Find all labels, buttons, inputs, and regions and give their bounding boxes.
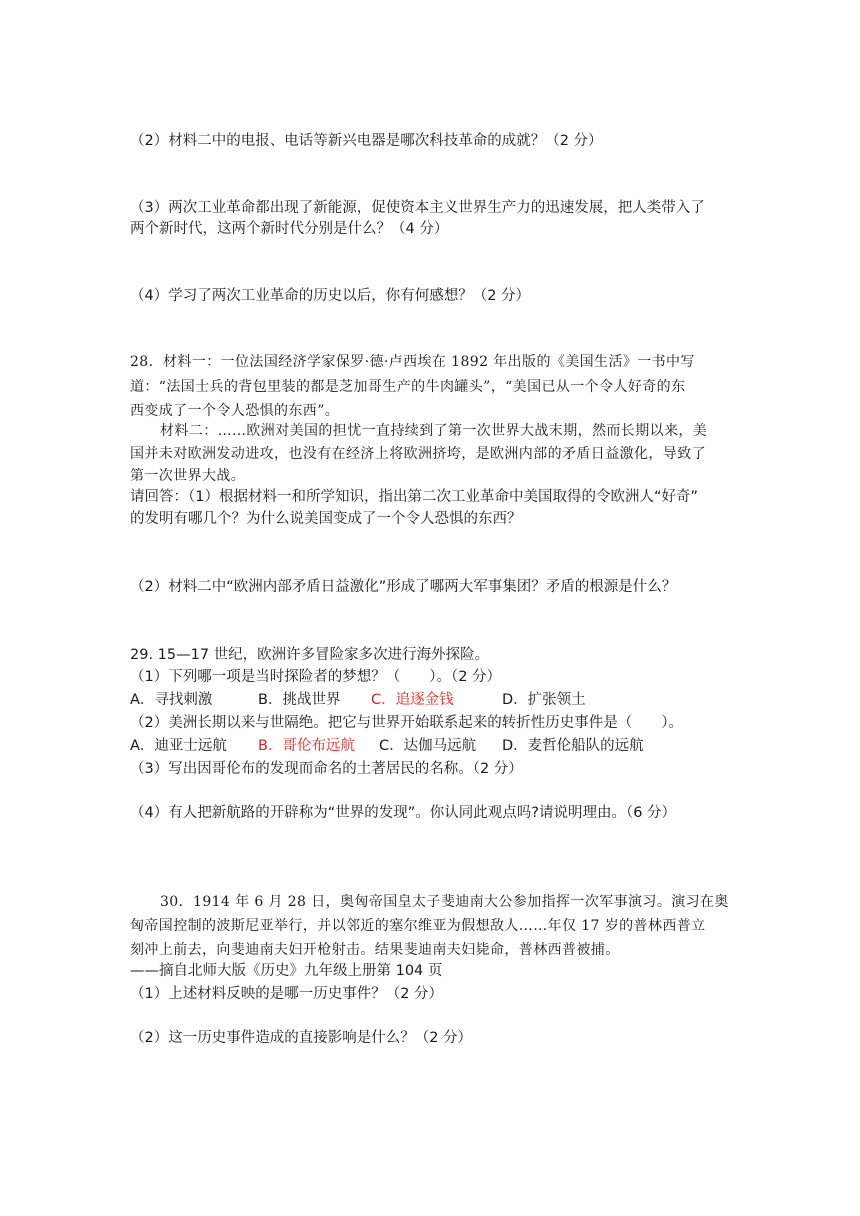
q30-sub1: （1）上述材料反映的是哪一历史事件？（2 分）: [130, 986, 444, 1002]
q30-material-line3: 刻冲上前去，向斐迪南夫妇开枪射击。结果斐迪南夫妇毙命，普林西普被捕。: [130, 942, 620, 958]
q29-s2-option-d: D．麦哲伦船队的远航: [502, 738, 644, 754]
q29-sub3: （3）写出因哥伦布的发现而命名的土著居民的名称。（2 分）: [130, 761, 523, 777]
q28-question2: （2）材料二中“欧洲内部矛盾日益激化”形成了哪两大军事集团？矛盾的根源是什么？: [130, 579, 677, 595]
q29-sub4: （4）有人把新航路的开辟称为“世界的发现”。你认同此观点吗?请说明理由。（6 分）: [130, 805, 677, 821]
q28-material2-line2: 国并未对欧洲发动进攻，也没有在经济上将欧洲挤垮，是欧洲内部的矛盾日益激化，导致了: [130, 446, 706, 462]
q28-material2-line1: 材料二：……欧洲对美国的担忧一直持续到了第一次世界大战末期，然而长期以来，美: [160, 423, 708, 439]
q29-intro: 29. 15—17 世纪，欧洲许多冒险家多次进行海外探险。: [130, 647, 490, 663]
q28-question1-line2: 的发明有哪几个？为什么说美国变成了一个令人恐惧的东西？: [130, 511, 522, 527]
q28-material1-line2: 道：“法国士兵的背包里装的都是芝加哥生产的牛肉罐头”，“美国已从一个令人好奇的东: [130, 379, 686, 395]
q29-s2-option-a: A．迪亚士远航: [130, 738, 227, 754]
q29-s1-option-d: D．扩张领土: [502, 692, 586, 708]
q29-sub1-options: [130, 693, 586, 708]
q29-s2-option-b-answer: B．哥伦布远航: [258, 738, 355, 754]
q30-source: ——摘自北师大版《历史》九年级上册第 104 页: [130, 963, 443, 979]
q30-sub2: （2）这一历史事件造成的直接影响是什么？（2 分）: [130, 1030, 473, 1046]
q29-s2-option-c: C．达伽马远航: [379, 738, 477, 754]
q30-material-line1: 30．1914 年 6 月 28 日，奥匈帝国皇太子斐迪南大公参加指挥一次军事演习。演习在奥: [160, 894, 729, 910]
q28-material1-line3: 西变成了一个令人恐惧的东西”。: [130, 403, 340, 419]
q29-sub1: （1）下列哪一项是当时探险者的梦想？（ ）。（2 分）: [130, 669, 502, 685]
q29-sub2: （2）美洲长期以来与世隔绝。把它与世界开始联系起来的转折性历史事件是（ ）。: [130, 715, 683, 731]
q27-part3-line2: 两个新时代，这两个新时代分别是什么？（4 分）: [130, 221, 449, 237]
q28-material1-line1: 28．材料一：一位法国经济学家保罗·德·卢西埃在 1892 年出版的《美国生活》一书中写: [130, 354, 695, 370]
q27-part3-line1: （3）两次工业革命都出现了新能源，促使资本主义世界生产力的迅速发展，把人类带入了: [130, 200, 705, 216]
q29-s1-option-b: B．挑战世界: [258, 692, 341, 708]
q28-question1-line1: 请回答：（1）根据材料一和所学知识，指出第二次工业革命中美国取得的令欧洲人“好奇”: [130, 489, 698, 505]
q29-s1-option-c-answer: C．追逐金钱: [371, 692, 454, 708]
q27-part4: （4）学习了两次工业革命的历史以后，你有何感想？（2 分）: [130, 288, 531, 304]
q28-material2-line3: 第一次世界大战。: [130, 468, 246, 484]
q27-part2: （2）材料二中的电报、电话等新兴电器是哪次科技革命的成就？（2 分）: [130, 133, 603, 149]
q29-s1-option-a: A．寻找刺激: [130, 692, 213, 708]
q30-material-line2: 匈帝国控制的波斯尼亚举行，并以邻近的塞尔维亚为假想敌人……年仅 17 岁的普林西普立: [130, 918, 706, 934]
q29-sub2-options: [130, 739, 644, 754]
